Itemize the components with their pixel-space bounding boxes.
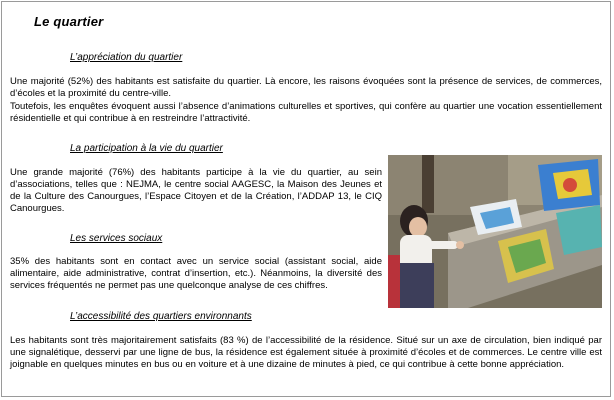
section-heading-appreciation: L’appréciation du quartier xyxy=(70,52,183,63)
paragraph-appreciation-1: Une majorité (52%) des habitants est satisfaite du quartier. Là encore, les raisons évoquées sont la présence de services, de commerces, d’écoles et la proximité du centre-ville. xyxy=(10,76,602,99)
paragraph-accessibilite: Les habitants sont très majoritairement satisfaits (83 %) de l’accessibilité de la résidence. Situé sur un axe de circulation, bien indiqué par une signalétique, desservi par une ligne de bus, la résidence est également située à proximité d’écoles et de commerces. Le centre ville est joignable en quelques minutes en bus ou en voiture et à une dizaine de minutes à pied, ce qui contribue à cette bonne appréciation. xyxy=(10,335,602,370)
paragraph-participation: Une grande majorité (76%) des habitants participe à la vie du quartier, au sein d’associations, telles que : NEJMA, le centre social AAGESC, la Maison des Jeunes et de la Culture des Canourgues, l’Espace Citoyen et de la Création, l’ADDAP 13, le CIQ Canourgues. xyxy=(10,167,382,214)
children-paintings-photo xyxy=(388,155,602,308)
photo-illustration xyxy=(388,155,602,308)
section-heading-accessibilite: L’accessibilité des quartiers environnants xyxy=(70,311,252,322)
painting-teal-shape xyxy=(556,205,602,255)
child-skirt-shape xyxy=(400,263,434,308)
paragraph-services-sociaux: 35% des habitants sont en contact avec un service social (assistant social, aide alimentaire, aide administrative, contrat d’insertion, etc.). Néanmoins, la diversité des services fréquentés ne permet pas une quelconque analyse de ces chiffres. xyxy=(10,256,382,291)
section-heading-participation: La participation à la vie du quartier xyxy=(70,143,223,154)
page-title: Le quartier xyxy=(34,14,104,29)
section-heading-services-sociaux: Les services sociaux xyxy=(70,233,163,244)
tree-trunk-shape xyxy=(422,155,434,213)
paragraph-appreciation-2: Toutefois, les enquêtes évoquent aussi l’absence d’animations culturelles et sportives, qui confère au quartier une vocation essentiellement résidentielle et qui contribue à en restreindre l’attractivité. xyxy=(10,101,602,124)
red-clothing-shape xyxy=(388,255,400,308)
